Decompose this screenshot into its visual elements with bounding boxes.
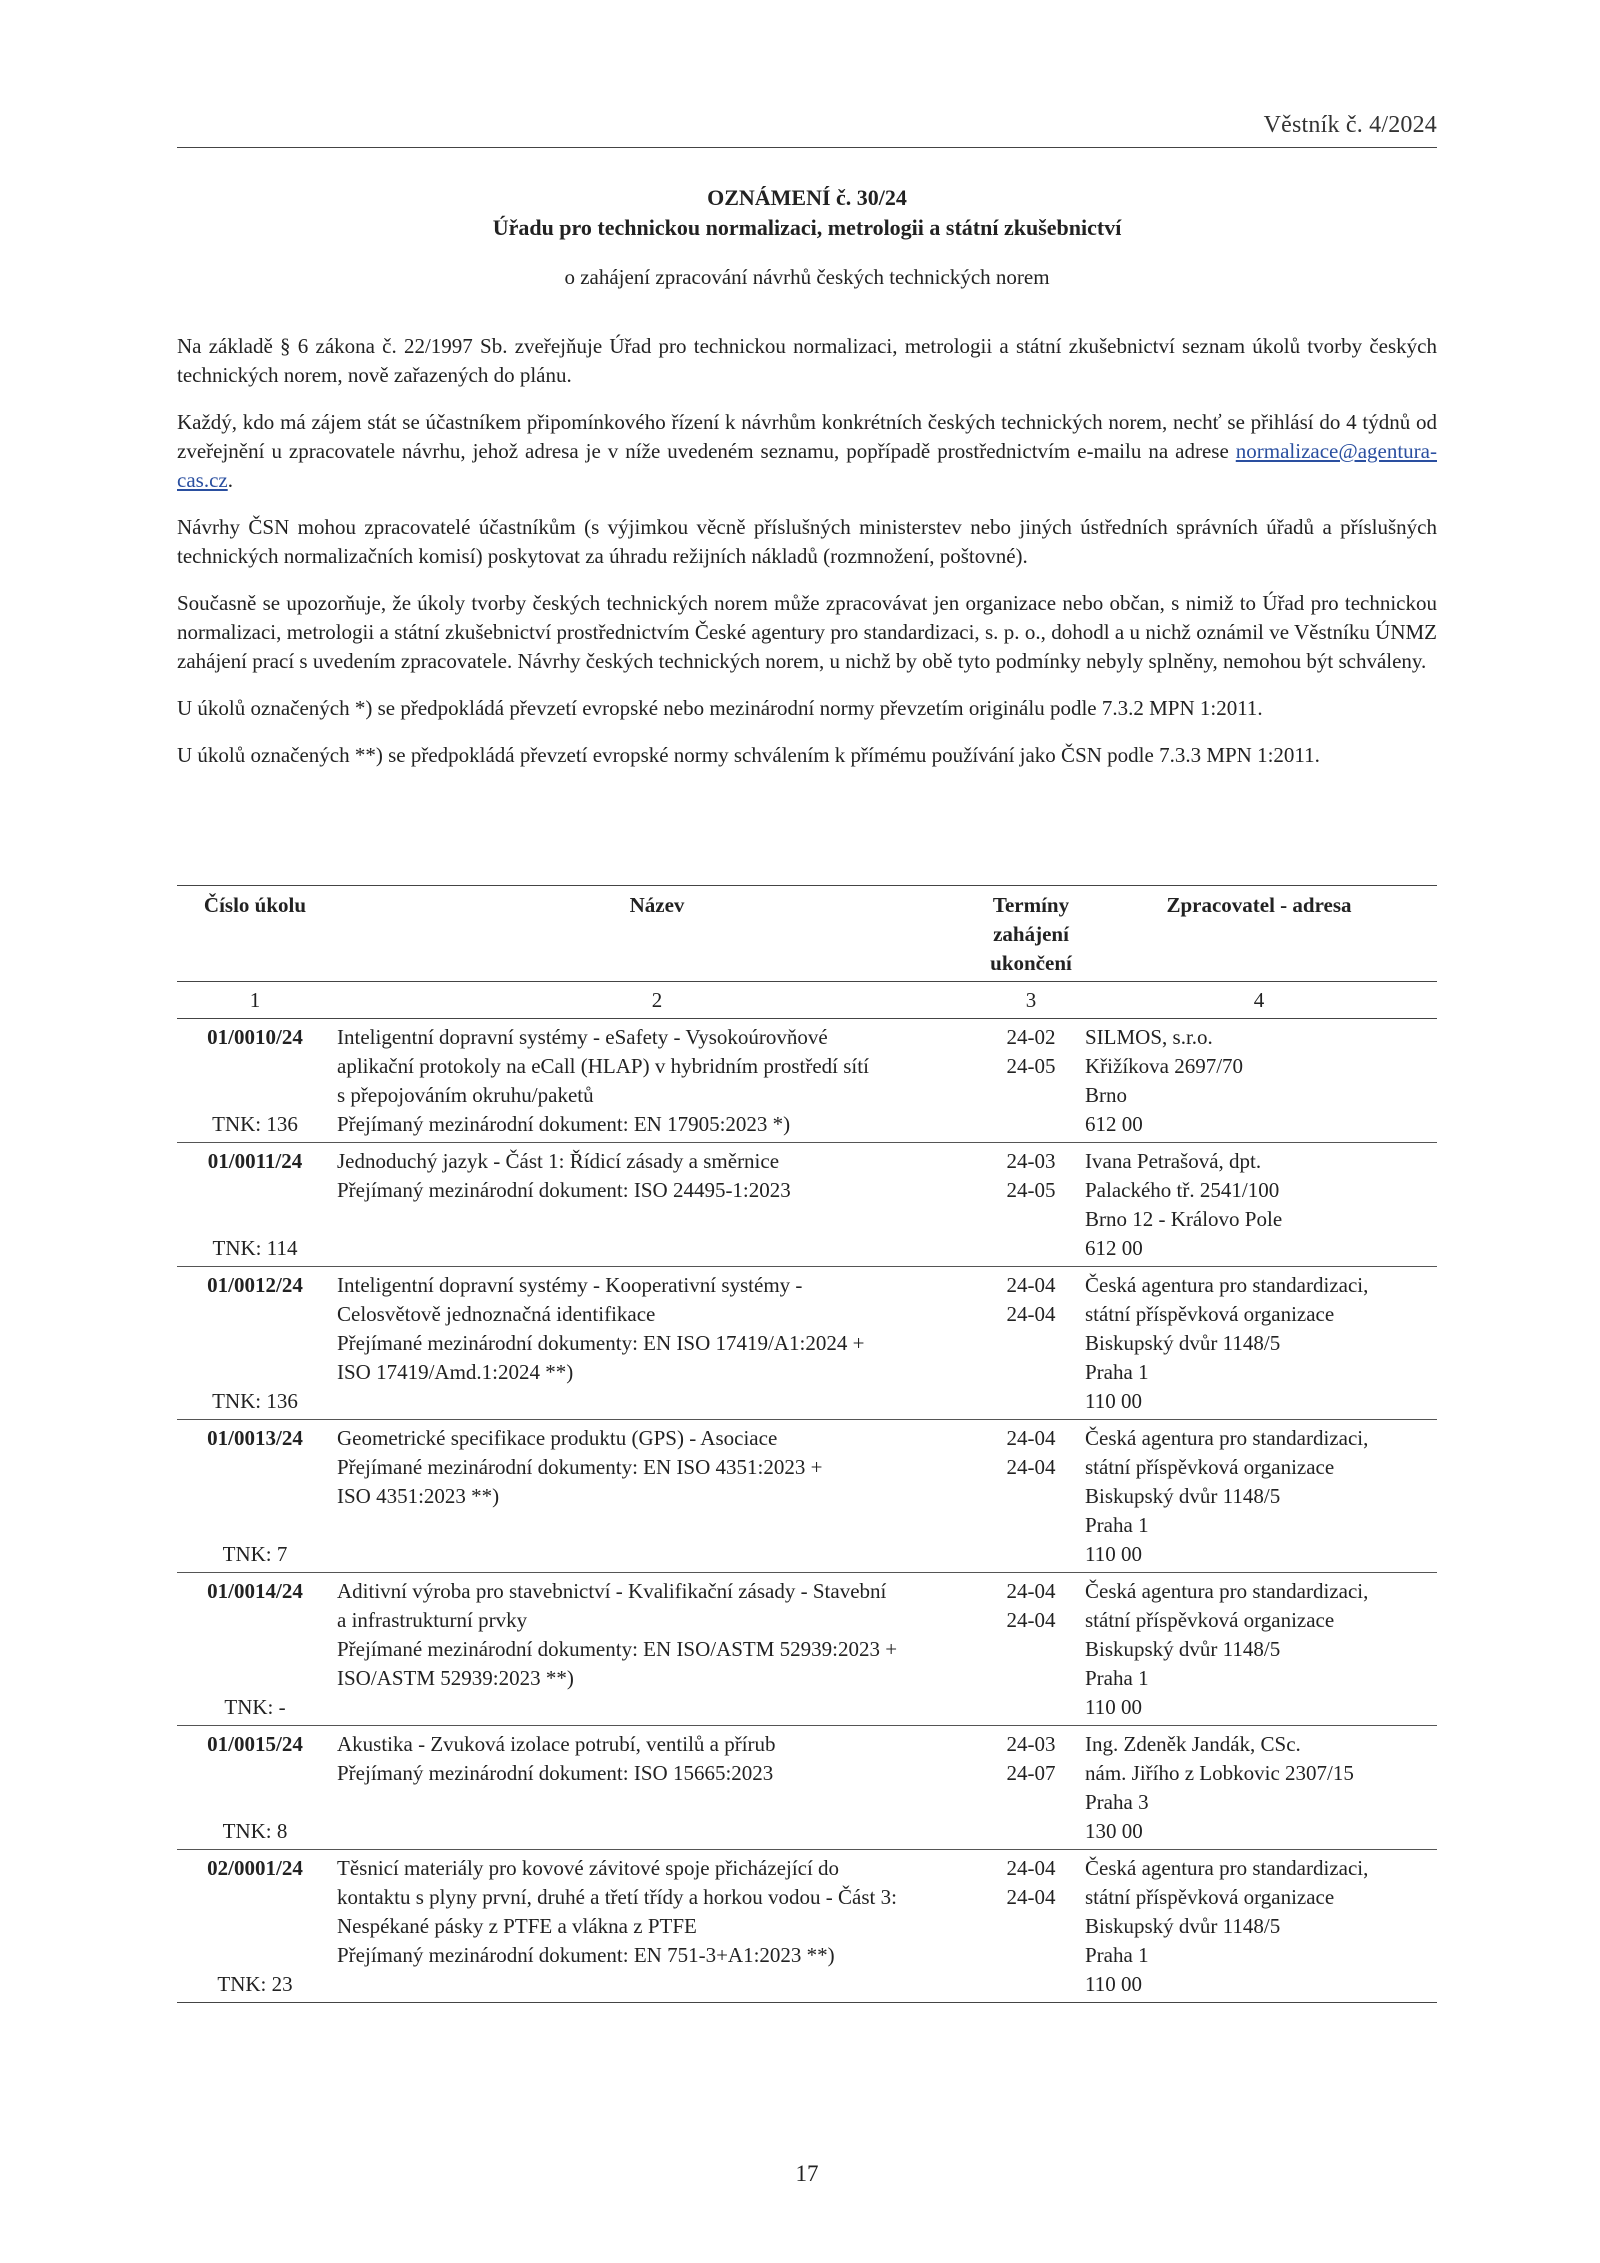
address-line: Praha 3 (1085, 1790, 1149, 1814)
task-name-cell (333, 1573, 981, 1726)
column-number: 3 (981, 982, 1081, 1019)
task-name-line: Inteligentní dopravní systémy - Kooperativní systémy - (337, 1273, 803, 1297)
task-rows (177, 1019, 1437, 2003)
header-name: Název (333, 886, 981, 982)
address-line: Česká agentura pro standardizaci, (1085, 1426, 1369, 1450)
task-term-end: 24-04 (1006, 1885, 1056, 1909)
running-header: Věstník č. 4/2024 (1263, 112, 1437, 138)
address-line: Ing. Zdeněk Jandák, CSc. (1085, 1732, 1301, 1756)
task-name-cell (333, 1726, 981, 1850)
task-term-start: 24-03 (1006, 1732, 1056, 1756)
paragraph-drafts: Návrhy ČSN mohou zpracovatelé účastníkům (s výjimkou věcně příslušných ministerstev nebo jiných ústředních správních úřadů a příslušných technických normalizačních komisí) poskytovat za úhradu režijních nákladů (rozmnožení, poštovné). (177, 515, 1437, 568)
paragraph-participation-end: . (227, 468, 233, 492)
task-name-line: Těsnicí materiály pro kovové závitové spoje přicházející do (337, 1856, 840, 1880)
task-name-line: a infrastrukturní prvky (337, 1608, 528, 1632)
email-link[interactable]: normalizace@agentura-cas.cz (177, 439, 1437, 492)
task-name-cell (333, 1850, 981, 2003)
task-name-line: Přejímaný mezinárodní dokument: ISO 15665:2023 (337, 1761, 774, 1785)
task-tnk: TNK: 136 (212, 1112, 298, 1136)
announcement-subtitle: o zahájení zpracování návrhů českých technických norem (564, 265, 1050, 289)
header-terms (981, 886, 1081, 982)
address-line: státní příspěvková organizace (1085, 1885, 1335, 1909)
task-name-line: ISO 17419/Amd.1:2024 **) (337, 1360, 574, 1384)
task-number: 01/0013/24 (207, 1426, 303, 1450)
column-number: 2 (333, 982, 981, 1019)
task-name-cell (333, 1143, 981, 1267)
task-name-line: Nespékané pásky z PTFE a vlákna z PTFE (337, 1914, 697, 1938)
address-line: Palackého tř. 2541/100 (1085, 1178, 1280, 1202)
task-number: 02/0001/24 (207, 1856, 303, 1880)
task-number: 01/0012/24 (207, 1273, 303, 1297)
address-line: nám. Jiřího z Lobkovic 2307/15 (1085, 1761, 1354, 1785)
task-terms-cell (981, 1573, 1081, 1726)
task-name-line: Přejímané mezinárodní dokumenty: EN ISO/ASTM 52939:2023 + (337, 1637, 898, 1661)
task-name-line: Jednoduchý jazyk - Část 1: Řídicí zásady a směrnice (337, 1149, 780, 1173)
tasks-table (177, 885, 1437, 2003)
task-name-line: Přejímaný mezinárodní dokument: ISO 24495-1:2023 (337, 1178, 791, 1202)
task-name-line: ISO 4351:2023 **) (337, 1484, 500, 1508)
task-address-cell (1081, 1573, 1437, 1726)
header-terms-line2: zahájení (993, 922, 1069, 946)
paragraph-legal-basis: Na základě § 6 zákona č. 22/1997 Sb. zveřejňuje Úřad pro technickou normalizaci, metrologii a státní zkušebnictví seznam úkolů tvorby českých technických norem, nově zařazených do plánu. (177, 334, 1437, 387)
address-line: Česká agentura pro standardizaci, (1085, 1856, 1369, 1880)
address-line: Biskupský dvůr 1148/5 (1085, 1331, 1281, 1355)
task-id-cell (177, 1573, 333, 1726)
task-term-start: 24-03 (1006, 1149, 1056, 1173)
task-term-start: 24-04 (1006, 1273, 1056, 1297)
task-term-start: 24-02 (1006, 1025, 1056, 1049)
address-line: 110 00 (1085, 1389, 1142, 1413)
column-number-row (177, 982, 1437, 1019)
task-id-cell (177, 1019, 333, 1143)
task-terms-cell (981, 1420, 1081, 1573)
task-term-end: 24-04 (1006, 1455, 1056, 1479)
task-name-line: s přepojováním okruhu/paketů (337, 1083, 594, 1107)
address-line: Brno 12 - Královo Pole (1085, 1207, 1283, 1231)
address-line: státní příspěvková organizace (1085, 1608, 1335, 1632)
address-line: Praha 1 (1085, 1513, 1149, 1537)
task-name-cell (333, 1019, 981, 1143)
task-number: 01/0010/24 (207, 1025, 303, 1049)
task-name-line: Přejímaný mezinárodní dokument: EN 17905:2023 *) (337, 1112, 791, 1136)
task-term-end: 24-05 (1006, 1178, 1056, 1202)
task-id-cell (177, 1850, 333, 2003)
task-name-line: Celosvětově jednoznačná identifikace (337, 1302, 656, 1326)
address-line: 110 00 (1085, 1695, 1142, 1719)
task-address-cell (1081, 1143, 1437, 1267)
address-line: státní příspěvková organizace (1085, 1302, 1335, 1326)
task-address-cell (1081, 1019, 1437, 1143)
header-processor-address: Zpracovatel - adresa (1081, 886, 1437, 982)
table-row (177, 1850, 1437, 2003)
address-line: Biskupský dvůr 1148/5 (1085, 1637, 1281, 1661)
task-term-start: 24-04 (1006, 1579, 1056, 1603)
address-line: Brno (1085, 1083, 1127, 1107)
address-line: Praha 1 (1085, 1666, 1149, 1690)
paragraph-participation-text: Každý, kdo má zájem stát se účastníkem připomínkového řízení k návrhům konkrétních českých technických norem, nechť se přihlásí do 4 týdnů od zveřejnění u zpracovatele návrhu, jehož adresa je v níže uvedeném seznamu, popřípadě prostřednictvím e-mailu na adrese (177, 410, 1437, 463)
task-id-cell (177, 1420, 333, 1573)
task-address-cell (1081, 1850, 1437, 2003)
task-term-start: 24-04 (1006, 1856, 1056, 1880)
task-number: 01/0014/24 (207, 1579, 303, 1603)
address-line: 612 00 (1085, 1112, 1143, 1136)
task-name-line: Akustika - Zvuková izolace potrubí, ventilů a přírub (337, 1732, 776, 1756)
address-line: Praha 1 (1085, 1943, 1149, 1967)
task-name-cell (333, 1267, 981, 1420)
address-line: Biskupský dvůr 1148/5 (1085, 1914, 1281, 1938)
task-term-start: 24-04 (1006, 1426, 1056, 1450)
address-line: Česká agentura pro standardizaci, (1085, 1273, 1369, 1297)
header-rule (177, 147, 1437, 148)
paragraph-double-asterisk: U úkolů označených **) se předpokládá převzetí evropské normy schválením k přímému používání jako ČSN podle 7.3.3 MPN 1:2011. (177, 743, 1320, 767)
page-number: 17 (795, 2161, 819, 2186)
address-line: Praha 1 (1085, 1360, 1149, 1384)
announcement-title: OZNÁMENÍ č. 30/24 (707, 185, 907, 210)
task-terms-cell (981, 1267, 1081, 1420)
task-tnk: TNK: 136 (212, 1389, 298, 1413)
announcement-issuer: Úřadu pro technickou normalizaci, metrologii a státní zkušebnictví (492, 215, 1122, 240)
table-row (177, 1420, 1437, 1573)
task-term-end: 24-04 (1006, 1608, 1056, 1632)
task-name-line: ISO/ASTM 52939:2023 **) (337, 1666, 574, 1690)
paragraph-single-asterisk: U úkolů označených *) se předpokládá převzetí evropské nebo mezinárodní normy převzetím originálu podle 7.3.2 MPN 1:2011. (177, 696, 1263, 720)
address-line: 110 00 (1085, 1972, 1142, 1996)
task-tnk: TNK: 114 (212, 1236, 298, 1260)
task-tnk: TNK: 8 (222, 1819, 288, 1843)
task-id-cell (177, 1143, 333, 1267)
table-row (177, 1726, 1437, 1850)
address-line: Křižíkova 2697/70 (1085, 1054, 1244, 1078)
address-line: Biskupský dvůr 1148/5 (1085, 1484, 1281, 1508)
task-tnk: TNK: - (224, 1695, 286, 1719)
task-name-line: Přejímané mezinárodní dokumenty: EN ISO 17419/A1:2024 + (337, 1331, 865, 1355)
task-terms-cell (981, 1143, 1081, 1267)
task-terms-cell (981, 1850, 1081, 2003)
address-line: 130 00 (1085, 1819, 1143, 1843)
task-terms-cell (981, 1019, 1081, 1143)
task-address-cell (1081, 1267, 1437, 1420)
body-text (177, 332, 1437, 788)
task-name-line: Přejímaný mezinárodní dokument: EN 751-3+A1:2023 **) (337, 1943, 835, 1967)
task-name-line: aplikační protokoly na eCall (HLAP) v hybridním prostředí sítí (337, 1054, 869, 1078)
column-number: 1 (177, 982, 333, 1019)
header-terms-line1: Termíny (992, 893, 1070, 917)
address-line: SILMOS, s.r.o. (1085, 1025, 1213, 1049)
task-address-cell (1081, 1420, 1437, 1573)
table-header-row (177, 886, 1437, 982)
paragraph-notice: Současně se upozorňuje, že úkoly tvorby českých technických norem může zpracovávat jen organizace nebo občan, s nimiž to Úřad pro technickou normalizaci, metrologii a státní zkušebnictví prostřednictvím České agentury pro standardizaci, s. p. o., dohodl a u nichž oznámil ve Věstníku ÚNMZ zahájení prací s uvedením zpracovatele. Návrhy českých technických norem, u nichž by obě tyto podmínky nebyly splněny, nemohou být schváleny. (177, 591, 1437, 673)
task-name-line: Přejímané mezinárodní dokumenty: EN ISO 4351:2023 + (337, 1455, 823, 1479)
header-task-number: Číslo úkolu (177, 886, 333, 982)
column-number: 4 (1081, 982, 1437, 1019)
paragraph-participation (177, 408, 1437, 495)
task-name-line: Geometrické specifikace produktu (GPS) - Asociace (337, 1426, 778, 1450)
task-terms-cell (981, 1726, 1081, 1850)
task-id-cell (177, 1267, 333, 1420)
task-tnk: TNK: 7 (222, 1542, 288, 1566)
task-id-cell (177, 1726, 333, 1850)
header-terms-line3: ukončení (990, 951, 1072, 975)
address-line: státní příspěvková organizace (1085, 1455, 1335, 1479)
task-number: 01/0015/24 (207, 1732, 303, 1756)
table-row (177, 1143, 1437, 1267)
task-address-cell (1081, 1726, 1437, 1850)
document-page (177, 0, 1437, 2263)
address-line: Česká agentura pro standardizaci, (1085, 1579, 1369, 1603)
task-number: 01/0011/24 (207, 1149, 303, 1173)
task-name-line: Inteligentní dopravní systémy - eSafety - Vysokoúrovňové (337, 1025, 828, 1049)
task-term-end: 24-07 (1006, 1761, 1056, 1785)
title-block (177, 183, 1437, 291)
task-term-end: 24-04 (1006, 1302, 1056, 1326)
task-name-line: kontaktu s plyny první, druhé a třetí třídy a horkou vodou - Část 3: (337, 1885, 897, 1909)
task-term-end: 24-05 (1006, 1054, 1056, 1078)
task-name-cell (333, 1420, 981, 1573)
address-line: Ivana Petrašová, dpt. (1085, 1149, 1262, 1173)
address-line: 110 00 (1085, 1542, 1142, 1566)
table-row (177, 1573, 1437, 1726)
task-tnk: TNK: 23 (217, 1972, 293, 1996)
address-line: 612 00 (1085, 1236, 1143, 1260)
task-name-line: Aditivní výroba pro stavebnictví - Kvalifikační zásady - Stavební (337, 1579, 887, 1603)
table-row (177, 1267, 1437, 1420)
table-row (177, 1019, 1437, 1143)
